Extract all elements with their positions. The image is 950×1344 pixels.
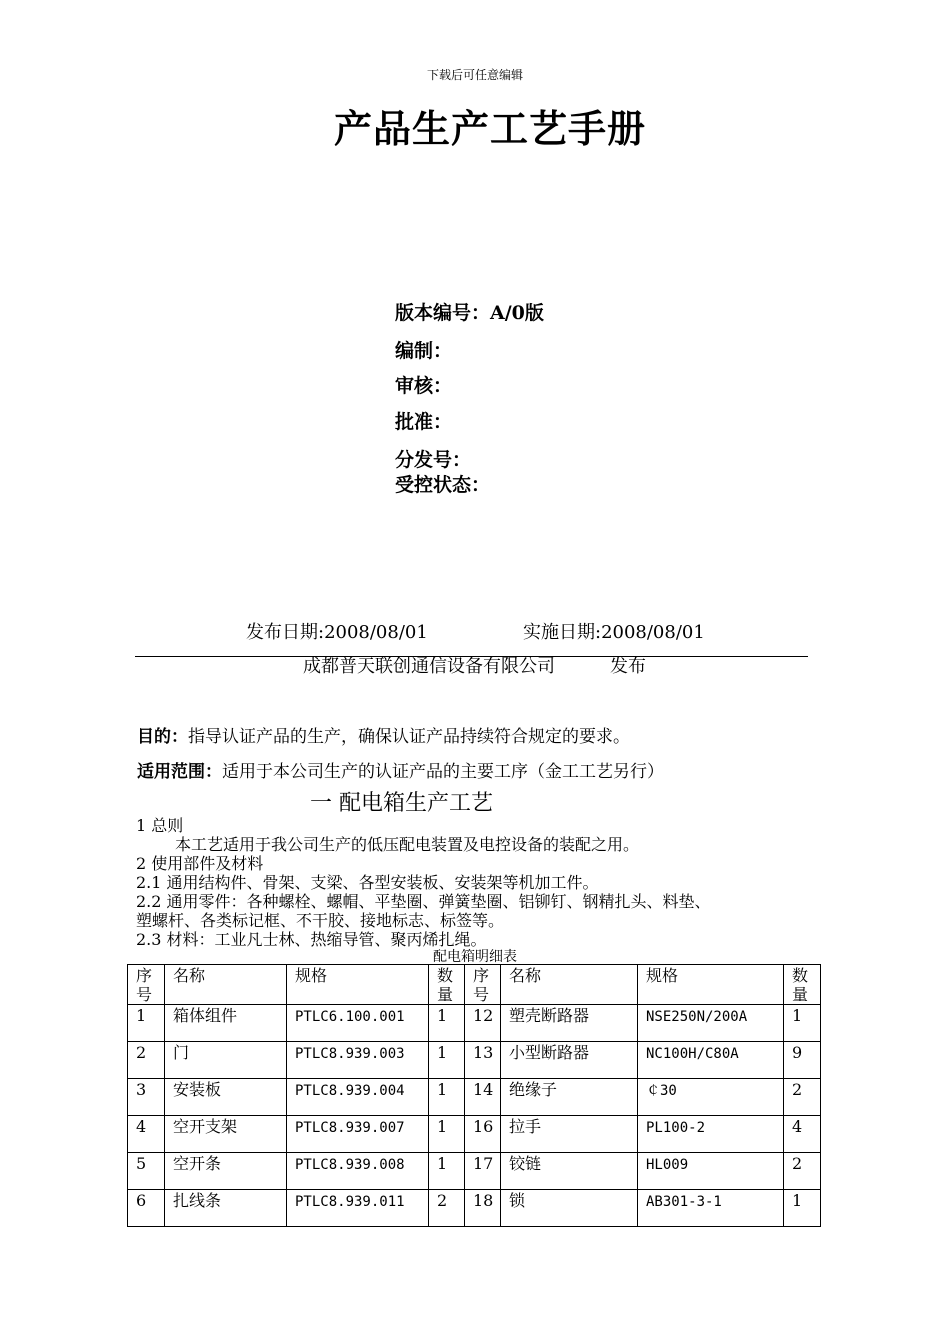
table-cell: 空开支架 (165, 1116, 287, 1153)
table-cell: 1 (128, 1005, 165, 1042)
purpose-label: 目的： (137, 727, 188, 747)
table-cell: HL009 (638, 1153, 784, 1190)
approved-by: 批准： (395, 411, 453, 433)
table-cell: 1 (429, 1042, 465, 1079)
table-row (128, 1153, 821, 1190)
scope-line (137, 757, 664, 782)
paragraph-2-2-line2: 塑螺杆、各类标记框、不干胶、接地标志、标签等。 (136, 911, 505, 930)
table-cell: 2 (784, 1079, 821, 1116)
table-cell: PTLC8.939.011 (287, 1190, 429, 1227)
table-header-row (128, 965, 821, 1005)
table-cell: PTLC8.939.007 (287, 1116, 429, 1153)
distribution-number: 分发号： (395, 449, 472, 471)
purpose-line (137, 722, 630, 747)
header-cell: 数量 (429, 965, 465, 1005)
table-cell: 绝缘子 (501, 1079, 638, 1116)
table-cell: NC100H/C80A (638, 1042, 784, 1079)
table-cell: 18 (465, 1190, 501, 1227)
table-cell: 塑壳断路器 (501, 1005, 638, 1042)
header-cell: 规格 (638, 965, 784, 1005)
table-row (128, 1079, 821, 1116)
header-cell: 名称 (165, 965, 287, 1005)
paragraph-general: 本工艺适用于我公司生产的低压配电装置及电控设备的装配之用。 (175, 835, 640, 854)
table-cell: 锁 (501, 1190, 638, 1227)
table-cell: AB301-3-1 (638, 1190, 784, 1227)
table-cell: PTLC8.939.008 (287, 1153, 429, 1190)
header-cell: 名称 (501, 965, 638, 1005)
table-cell: PTLC8.939.004 (287, 1079, 429, 1116)
table-cell: 1 (429, 1153, 465, 1190)
table-cell: 拉手 (501, 1116, 638, 1153)
table-cell: 扎线条 (165, 1190, 287, 1227)
effective-date: 实施日期:2008/08/01 (523, 622, 705, 643)
table-row (128, 1190, 821, 1227)
table-caption: 配电箱明细表 (433, 949, 517, 965)
table-cell: 铰链 (501, 1153, 638, 1190)
publisher-action: 发布 (610, 656, 646, 677)
table-cell: 2 (128, 1042, 165, 1079)
header-cell: 序号 (128, 965, 165, 1005)
paragraph-2-1: 2.1 通用结构件、骨架、支梁、各型安装板、安装架等机加工件。 (136, 873, 599, 892)
table-cell: 5 (128, 1153, 165, 1190)
table-cell: 安装板 (165, 1079, 287, 1116)
compiled-by: 编制： (395, 340, 453, 362)
table-cell: NSE250N/200A (638, 1005, 784, 1042)
version-number: 版本编号：A/0版 (395, 302, 544, 324)
table-cell: 门 (165, 1042, 287, 1079)
table-cell: 空开条 (165, 1153, 287, 1190)
table-cell: 2 (429, 1190, 465, 1227)
table-cell: 1 (429, 1116, 465, 1153)
table-cell: 小型断路器 (501, 1042, 638, 1079)
document-title: 产品生产工艺手册 (333, 106, 646, 151)
heading-general: 1 总则 (136, 816, 184, 835)
parts-table (127, 964, 821, 1227)
table-cell: 4 (784, 1116, 821, 1153)
table-row (128, 1005, 821, 1042)
table-cell: 4 (128, 1116, 165, 1153)
watermark-text: 下载后可任意编辑 (426, 68, 523, 82)
table-cell: 1 (784, 1190, 821, 1227)
header-cell: 序号 (465, 965, 501, 1005)
table-cell: 1 (429, 1079, 465, 1116)
purpose-text: 指导认证产品的生产，确保认证产品持续符合规定的要求。 (188, 727, 630, 747)
table-cell: 14 (465, 1079, 501, 1116)
table-cell: 12 (465, 1005, 501, 1042)
header-cell: 数量 (784, 965, 821, 1005)
table-cell: PTLC8.939.003 (287, 1042, 429, 1079)
table-cell: 13 (465, 1042, 501, 1079)
header-cell: 规格 (287, 965, 429, 1005)
section-title: 一 配电箱生产工艺 (310, 791, 493, 816)
table-row (128, 1116, 821, 1153)
scope-text: 适用于本公司生产的认证产品的主要工序（金工工艺另行） (222, 762, 664, 782)
table-cell: PTLC6.100.001 (287, 1005, 429, 1042)
table-cell: ￠30 (638, 1079, 784, 1116)
heading-materials: 2 使用部件及材料 (136, 854, 264, 873)
table-cell: 6 (128, 1190, 165, 1227)
table-cell: 箱体组件 (165, 1005, 287, 1042)
table-cell: PL100-2 (638, 1116, 784, 1153)
release-date: 发布日期:2008/08/01 (246, 622, 428, 643)
paragraph-2-3: 2.3 材料：工业凡士林、热缩导管、聚丙烯扎绳。 (136, 930, 487, 949)
controlled-status: 受控状态： (395, 474, 491, 496)
scope-label: 适用范围： (137, 762, 222, 782)
table-row (128, 1042, 821, 1079)
table-cell: 17 (465, 1153, 501, 1190)
table-cell: 16 (465, 1116, 501, 1153)
paragraph-2-2-line1: 2.2 通用零件：各种螺栓、螺帽、平垫圈、弹簧垫圈、铝铆钉、钢精扎头、料垫、 (136, 892, 711, 911)
table-cell: 1 (429, 1005, 465, 1042)
reviewed-by: 审核： (395, 375, 453, 397)
table-cell: 3 (128, 1079, 165, 1116)
table-cell: 2 (784, 1153, 821, 1190)
publisher-company: 成都普天联创通信设备有限公司 (303, 656, 555, 677)
table-cell: 9 (784, 1042, 821, 1079)
table-cell: 1 (784, 1005, 821, 1042)
